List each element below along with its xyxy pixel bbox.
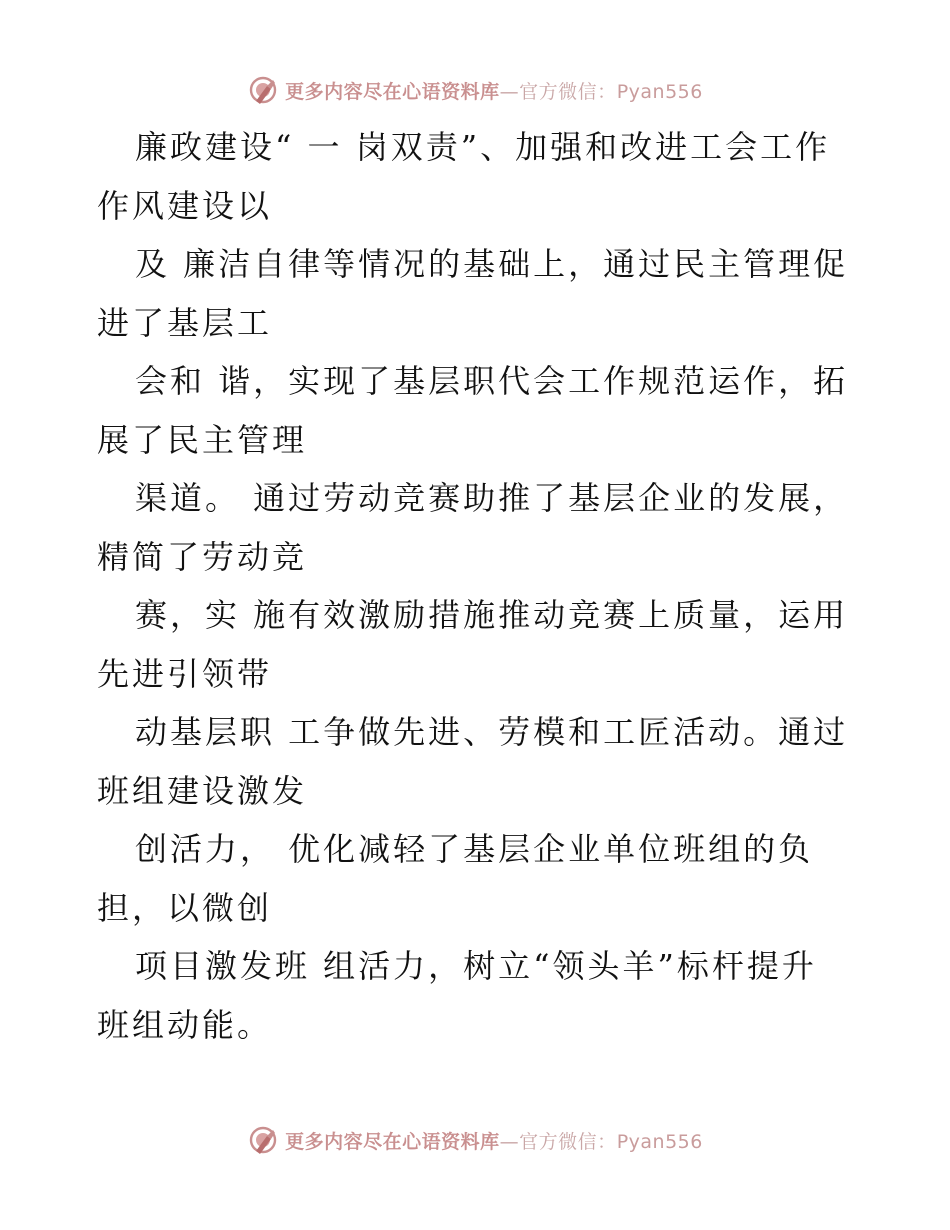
header-watermark <box>0 70 950 110</box>
paragraph-5-line-1: 赛，实 施有效激励措施推动竞赛上质量，运用 <box>135 596 849 634</box>
footer-watermark <box>0 1120 950 1160</box>
paragraph-1-line-2: 作风建设以 <box>97 186 273 225</box>
paragraph-3-line-2: 展了民主管理 <box>97 420 308 459</box>
paragraph-5-line-2: 先进引领带 <box>97 654 273 693</box>
paragraph-4-line-1: 渠道。 通过劳动竞赛助推了基层企业的发展， <box>135 479 849 517</box>
paragraph-8-line-2: 班组动能。 <box>97 1005 273 1044</box>
pen-nib-logo-icon <box>247 1124 279 1156</box>
paragraph-2-line-1: 及 廉洁自律等情况的基础上，通过民主管理促 <box>135 245 849 283</box>
paragraph-4-line-2: 精简了劳动竞 <box>97 537 308 576</box>
paragraph-6-line-1: 动基层职 工争做先进、劳模和工匠活动。通过 <box>135 713 849 751</box>
watermark-text: 更多内容尽在心语资料库—官方微信：Pyan556 <box>285 1130 703 1153</box>
paragraph-2-line-2: 进了基层工 <box>97 303 273 342</box>
document-body <box>97 118 857 1054</box>
watermark-text: 更多内容尽在心语资料库—官方微信：Pyan556 <box>285 80 703 103</box>
paragraph-3-line-1: 会和 谐，实现了基层职代会工作规范运作，拓 <box>135 362 849 400</box>
paragraph-7-line-2: 担，以微创 <box>97 888 273 927</box>
paragraph-8-line-1: 项目激发班 组活力，树立“领头羊”标杆提升 <box>135 947 817 985</box>
paragraph-7-line-1: 创活力， 优化减轻了基层企业单位班组的负 <box>135 830 814 868</box>
paragraph-6-line-2: 班组建设激发 <box>97 771 308 810</box>
pen-nib-logo-icon <box>247 74 279 106</box>
paragraph-1-line-1: 廉政建设“ 一 岗双责”、加强和改进工会工作 <box>135 128 831 166</box>
